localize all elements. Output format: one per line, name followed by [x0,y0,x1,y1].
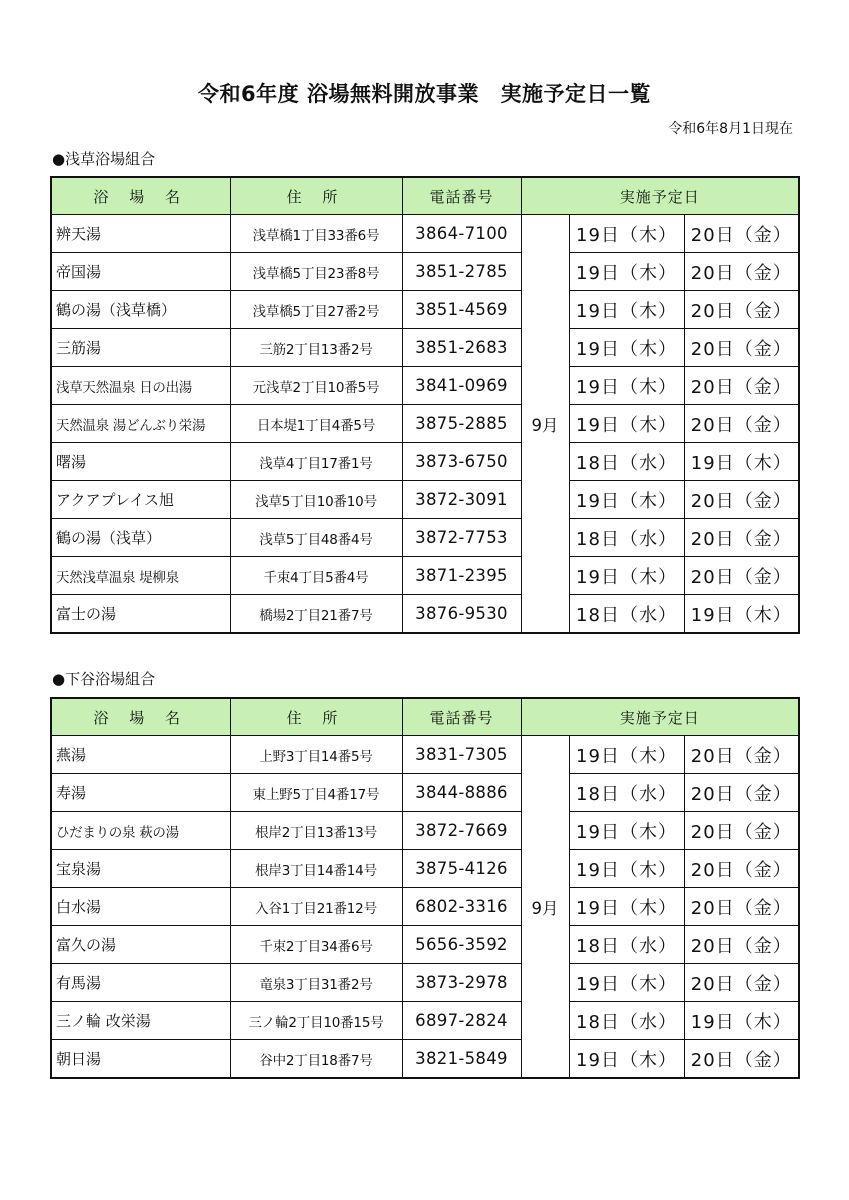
header-scheduled-dates: 実施予定日 [521,177,799,215]
date-cell-first: 18日（水） [569,926,684,964]
bath-name-cell: 天然浅草温泉 堤柳泉 [51,557,230,595]
phone-cell: 3875-4126 [402,850,521,888]
table-row [51,481,799,519]
address-cell: 千束4丁目5番4号 [230,557,402,595]
date-cell-second: 20日（金） [684,964,799,1002]
phone-cell: 3873-2978 [402,964,521,1002]
address-cell: 浅草4丁目17番1号 [230,443,402,481]
bath-name-cell: 鶴の湯（浅草橋） [51,291,230,329]
date-cell-second: 20日（金） [684,519,799,557]
bath-name-cell: 朝日湯 [51,1040,230,1079]
header-bath-name: 浴 場 名 [51,698,230,736]
bath-name-cell: 浅草天然温泉 日の出湯 [51,367,230,405]
date-cell-second: 20日（金） [684,850,799,888]
date-cell-first: 19日（木） [569,253,684,291]
table-row [51,736,799,774]
address-cell: 橋場2丁目21番7号 [230,595,402,634]
date-cell-first: 19日（木） [569,367,684,405]
section-label-asakusa: ●浅草浴場組合 [52,150,156,168]
date-cell-first: 19日（木） [569,405,684,443]
address-cell: 浅草橋1丁目33番6号 [230,215,402,253]
date-cell-first: 19日（木） [569,964,684,1002]
phone-cell: 3872-7669 [402,812,521,850]
table-row [51,329,799,367]
phone-cell: 3851-4569 [402,291,521,329]
phone-cell: 5656-3592 [402,926,521,964]
date-cell-second: 20日（金） [684,367,799,405]
table-row [51,812,799,850]
header-phone: 電話番号 [402,698,521,736]
date-cell-first: 19日（木） [569,888,684,926]
table-header-row [51,177,799,215]
date-cell-second: 19日（木） [684,1002,799,1040]
address-cell: 浅草5丁目10番10号 [230,481,402,519]
date-cell-second: 19日（木） [684,443,799,481]
date-cell-second: 20日（金） [684,481,799,519]
phone-cell: 3851-2683 [402,329,521,367]
bath-name-cell: 三ノ輪 改栄湯 [51,1002,230,1040]
header-address: 住 所 [230,698,402,736]
date-cell-first: 18日（水） [569,443,684,481]
date-cell-second: 19日（木） [684,595,799,634]
as-of-date: 令和6年8月1日現在 [668,121,793,137]
address-cell: 元浅草2丁目10番5号 [230,367,402,405]
address-cell: 根岸3丁目14番14号 [230,850,402,888]
date-cell-second: 20日（金） [684,215,799,253]
date-cell-second: 20日（金） [684,812,799,850]
bath-name-cell: 辨天湯 [51,215,230,253]
phone-cell: 6897-2824 [402,1002,521,1040]
bath-name-cell: 鶴の湯（浅草） [51,519,230,557]
bath-name-cell: 三筋湯 [51,329,230,367]
date-cell-second: 20日（金） [684,291,799,329]
phone-cell: 3844-8886 [402,774,521,812]
table-row [51,443,799,481]
bath-name-cell: 有馬湯 [51,964,230,1002]
date-cell-first: 19日（木） [569,850,684,888]
section-label-shitaya: ●下谷浴場組合 [52,670,156,688]
date-cell-first: 19日（木） [569,481,684,519]
bath-name-cell: 富士の湯 [51,595,230,634]
date-cell-first: 18日（水） [569,595,684,634]
header-scheduled-dates: 実施予定日 [521,698,799,736]
phone-cell: 3841-0969 [402,367,521,405]
date-cell-first: 19日（木） [569,291,684,329]
date-cell-second: 20日（金） [684,736,799,774]
table-header-row [51,698,799,736]
address-cell: 上野3丁目14番5号 [230,736,402,774]
address-cell: 三ノ輪2丁目10番15号 [230,1002,402,1040]
address-cell: 入谷1丁目21番12号 [230,888,402,926]
phone-cell: 3872-7753 [402,519,521,557]
address-cell: 谷中2丁目18番7号 [230,1040,402,1079]
header-bath-name: 浴 場 名 [51,177,230,215]
phone-cell: 3851-2785 [402,253,521,291]
bath-name-cell: 燕湯 [51,736,230,774]
date-cell-first: 19日（木） [569,812,684,850]
header-phone: 電話番号 [402,177,521,215]
table-row [51,850,799,888]
table-row [51,367,799,405]
phone-cell: 3876-9530 [402,595,521,634]
phone-cell: 3831-7305 [402,736,521,774]
phone-cell: 3872-3091 [402,481,521,519]
address-cell: 日本堤1丁目4番5号 [230,405,402,443]
date-cell-second: 20日（金） [684,888,799,926]
date-cell-first: 18日（水） [569,774,684,812]
page-title: 令和6年度 浴場無料開放事業 実施予定日一覧 [198,82,651,106]
date-cell-second: 20日（金） [684,557,799,595]
schedule-table-asakusa [50,176,800,634]
date-cell-second: 20日（金） [684,253,799,291]
bath-name-cell: アクアプレイス旭 [51,481,230,519]
table-row [51,888,799,926]
date-cell-second: 20日（金） [684,926,799,964]
bath-name-cell: 富久の湯 [51,926,230,964]
month-cell: 9月 [521,215,569,634]
table-row [51,926,799,964]
date-cell-first: 18日（水） [569,1002,684,1040]
address-cell: 竜泉3丁目31番2号 [230,964,402,1002]
table-row [51,215,799,253]
schedule-rows-shitaya [51,736,799,1079]
bath-name-cell: 天然温泉 湯どんぶり栄湯 [51,405,230,443]
schedule-rows-asakusa [51,215,799,634]
date-cell-first: 18日（水） [569,519,684,557]
date-cell-first: 19日（木） [569,215,684,253]
month-cell: 9月 [521,736,569,1079]
address-cell: 根岸2丁目13番13号 [230,812,402,850]
phone-cell: 3871-2395 [402,557,521,595]
bath-name-cell: 白水湯 [51,888,230,926]
bath-name-cell: ひだまりの泉 萩の湯 [51,812,230,850]
date-cell-first: 19日（木） [569,557,684,595]
date-cell-second: 20日（金） [684,329,799,367]
address-cell: 浅草橋5丁目27番2号 [230,291,402,329]
address-cell: 三筋2丁目13番2号 [230,329,402,367]
date-cell-second: 20日（金） [684,1040,799,1079]
table-row [51,774,799,812]
bath-name-cell: 曙湯 [51,443,230,481]
table-row [51,519,799,557]
address-cell: 東上野5丁目4番17号 [230,774,402,812]
table-row [51,1002,799,1040]
bath-name-cell: 帝国湯 [51,253,230,291]
table-row [51,405,799,443]
schedule-table-shitaya [50,697,800,1079]
phone-cell: 3875-2885 [402,405,521,443]
table-row [51,557,799,595]
date-cell-second: 20日（金） [684,405,799,443]
header-address: 住 所 [230,177,402,215]
date-cell-first: 19日（木） [569,1040,684,1079]
date-cell-first: 19日（木） [569,736,684,774]
table-row [51,1040,799,1079]
address-cell: 浅草5丁目48番4号 [230,519,402,557]
bath-name-cell: 宝泉湯 [51,850,230,888]
phone-cell: 3821-5849 [402,1040,521,1079]
table-row [51,964,799,1002]
date-cell-first: 19日（木） [569,329,684,367]
address-cell: 浅草橋5丁目23番8号 [230,253,402,291]
table-row [51,291,799,329]
address-cell: 千束2丁目34番6号 [230,926,402,964]
table-row [51,595,799,634]
phone-cell: 6802-3316 [402,888,521,926]
phone-cell: 3864-7100 [402,215,521,253]
bath-name-cell: 寿湯 [51,774,230,812]
date-cell-second: 20日（金） [684,774,799,812]
phone-cell: 3873-6750 [402,443,521,481]
table-row [51,253,799,291]
